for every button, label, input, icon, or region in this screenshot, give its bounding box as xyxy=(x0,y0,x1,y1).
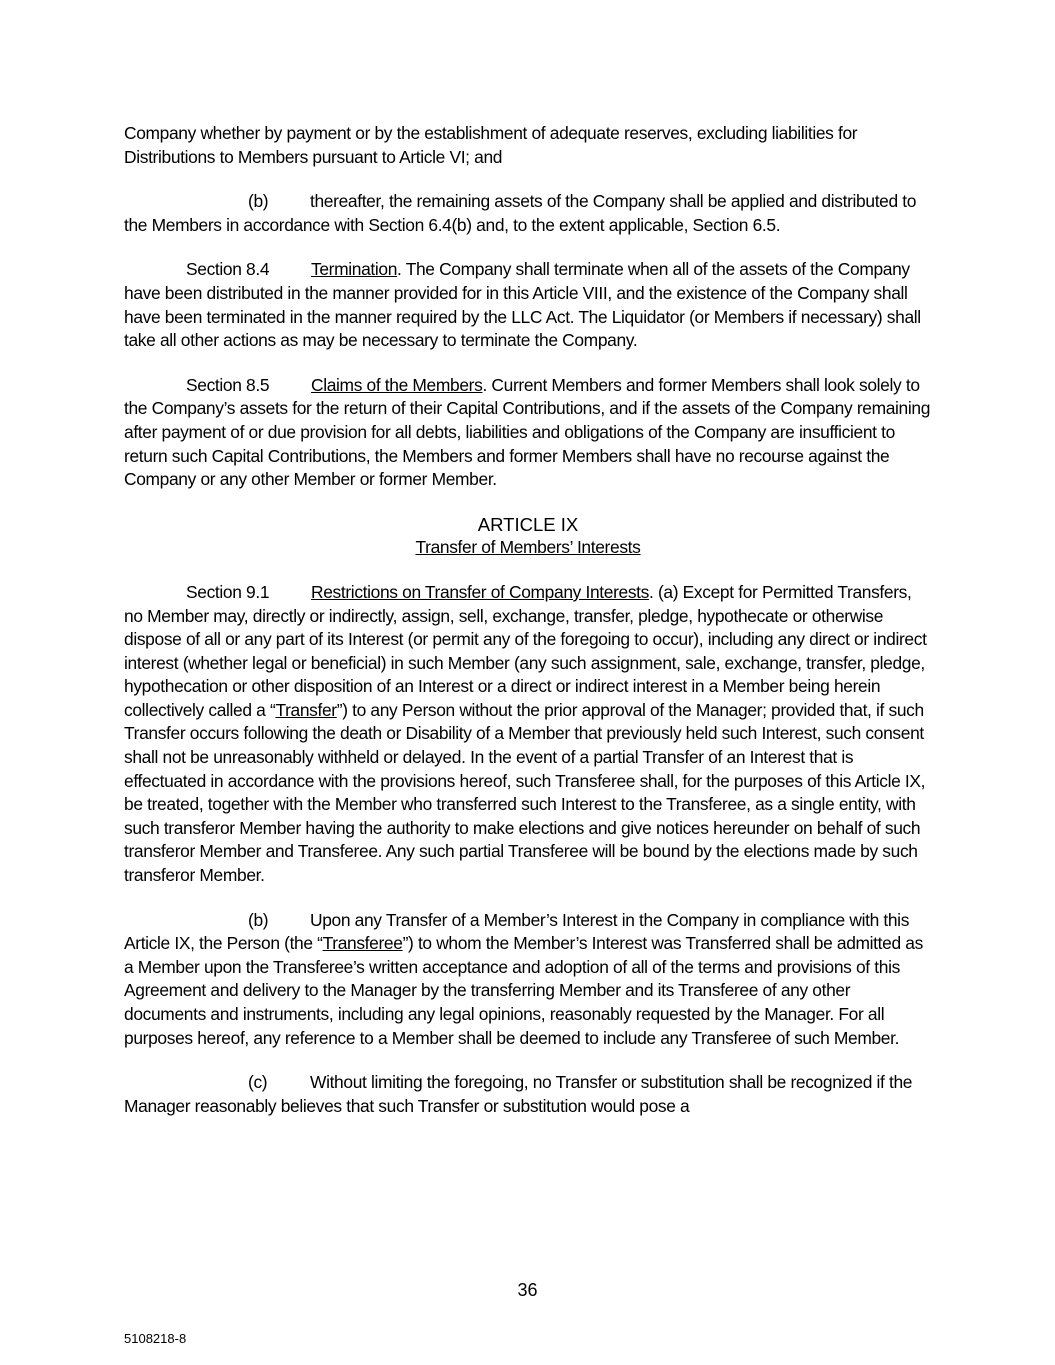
article-title: ARTICLE IX xyxy=(477,513,579,535)
paragraph-text: Upon any Transfer of a Member’s Interest in the Company in compliance with this Article IX, the Person (the “ xyxy=(124,909,910,954)
section-heading: Claims of the Members xyxy=(311,374,483,395)
article-subtitle: Transfer of Members’ Interests xyxy=(415,537,641,558)
paragraph-liabilities-continued xyxy=(124,122,932,169)
section-9-1-c xyxy=(124,1071,932,1118)
page-number: 36 xyxy=(517,1280,538,1300)
section-heading: Restrictions on Transfer of Company Interests xyxy=(311,581,650,602)
paragraph-text: Company whether by payment or by the establishment of adequate reserves, excluding liabilities for Distributions to Members pursuant to Article VI; and xyxy=(124,123,858,167)
section-number: Section 9.1 xyxy=(186,581,270,602)
section-heading: Termination xyxy=(311,259,398,280)
section-text: ”) to any Person without the prior approval of the Manager; provided that, if such Transfer occurs following the death or Disability of a Member that previously held such Interest, such consent shall not be unreasonably withheld or delayed. In the event of a partial Transfer of an Interest that is effectuated in accordance with the provisions hereof, such Transferee shall, for the purposes of this Article IX, be treated, together with the Member who transferred such Interest to the Transferee, as a single entity, with such transferor Member having the authority to make elections and give notices hereunder on behalf of such transferor Member and Transferee. Any such partial Transferee will be bound by the elections made by such transferor Member. xyxy=(124,699,926,886)
section-text: . Current Members and former Members shall look solely to the Company’s assets for the return of their Capital Contributions, and if the assets of the Company remaining after payment of or due provision for all debts, liabilities and obligations of the Company are insufficient to return such Capital Contributions, the Members and former Members shall have no recourse against the Company or any other Member or former Member. xyxy=(124,374,931,490)
paragraph-text: ”) to whom the Member’s Interest was Transferred shall be admitted as a Member upon the Transferee’s written acceptance and adoption of all of the terms and provisions of this Agreement and delivery to the Manager by the transferring Member and its Transferee of any other documents and instruments, including any legal opinions, reasonably requested by the Manager. For all purposes hereof, any reference to a Member shall be deemed to include any Transferee of such Member. xyxy=(124,933,923,1048)
defined-term-transfer: Transfer xyxy=(275,699,337,720)
section-text: . (a) Except for Permitted Transfers, no Member may, directly or indirectly, assign, sell, exchange, transfer, pledge, hypothecate or otherwise dispose of all or any part of its Interest (or permit any of the foregoing to occur), including any direct or indirect interest (whether legal or beneficial) in such Member (any such assignment, sale, exchange, transfer, pledge, hypothecation or other disposition of an Interest or a direct or indirect interest in a Member being herein collectively called a “ xyxy=(124,581,927,720)
paragraph-text: Without limiting the foregoing, no Transfer or substitution shall be recognized if the Manager reasonably believes that such Transfer or substitution would pose a xyxy=(124,1072,913,1116)
section-number: Section 8.5 xyxy=(186,374,270,395)
clause-number: (c) xyxy=(248,1072,268,1093)
paragraph-8-3-b xyxy=(124,190,932,237)
document-body xyxy=(124,122,932,1139)
section-number: Section 8.4 xyxy=(186,259,270,280)
defined-term-transferee: Transferee xyxy=(322,933,403,954)
section-8-5 xyxy=(124,374,932,492)
paragraph-text: thereafter, the remaining assets of the Company shall be applied and distributed to the Members in accordance with Section 6.4(b) and, to the extent applicable, Section 6.5. xyxy=(124,191,917,235)
document-id: 5108218-8 xyxy=(124,1331,187,1346)
section-9-1-b xyxy=(124,909,932,1051)
clause-number: (b) xyxy=(248,191,269,212)
section-9-1 xyxy=(124,581,932,888)
clause-number: (b) xyxy=(248,909,269,930)
section-text: . The Company shall terminate when all of the assets of the Company have been distributed in the manner provided for in this Article VIII, and the existence of the Company shall have been terminated in the manner required by the LLC Act. The Liquidator (or Members if necessary) shall take all other actions as may be necessary to terminate the Company. xyxy=(124,259,921,351)
article-heading xyxy=(124,513,932,560)
section-8-4 xyxy=(124,258,932,352)
